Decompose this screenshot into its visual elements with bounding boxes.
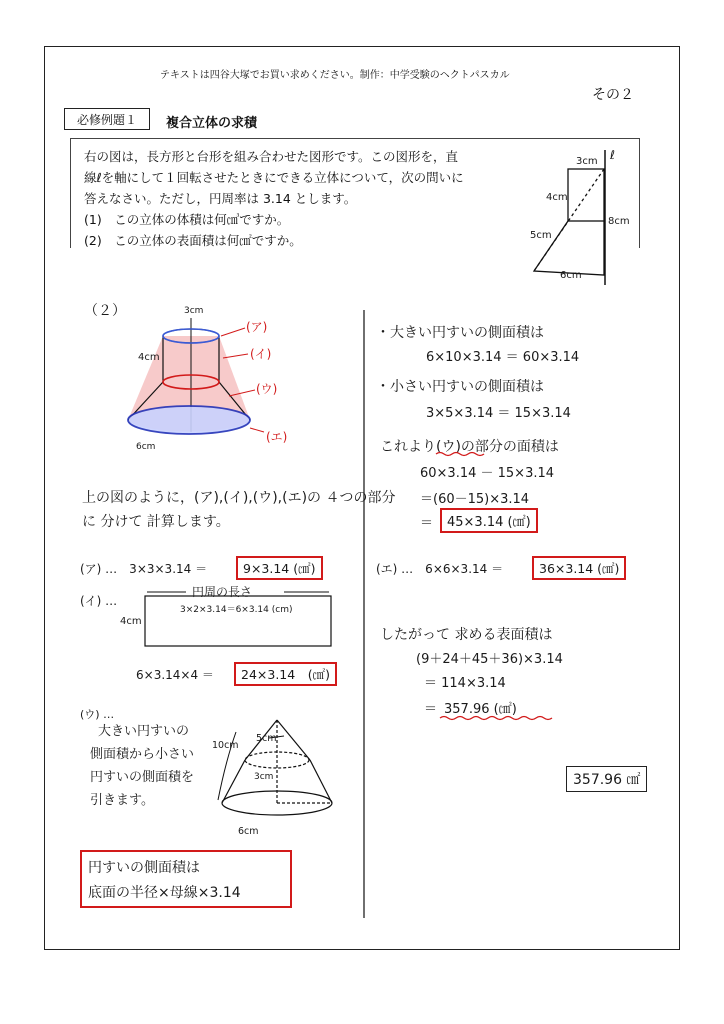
- rect-height-label: 4cm: [120, 616, 142, 627]
- cone-small-radius-label: 3cm: [254, 772, 274, 782]
- circumference-formula: 3×2×3.14＝6×3.14 (cm): [180, 605, 293, 615]
- cone-big-radius-label: 6cm: [238, 826, 259, 837]
- part-i-result: 24×3.14 (㎠): [234, 662, 337, 686]
- final-answer: 357.96 ㎠: [566, 766, 647, 792]
- total-line-3-prefix: ＝: [424, 702, 438, 717]
- part-u-line: 円すいの側面積を: [90, 770, 195, 785]
- part-e-calc: (エ) … 6×6×3.14 ＝: [376, 562, 504, 576]
- part-u-line-3-prefix: ＝: [420, 516, 434, 531]
- total-line-3: 357.96 (㎠): [444, 702, 517, 717]
- part-i-label: (イ) …: [80, 594, 118, 608]
- solid-top-label: 3cm: [184, 306, 204, 316]
- label-a: (ア): [246, 320, 268, 334]
- formula-line: 底面の半径×母線×3.14: [88, 885, 241, 901]
- part-i-calc: 6×3.14×4 ＝: [136, 668, 214, 682]
- part-u-area-title: これより(ウ)の部分の面積は: [380, 439, 559, 455]
- small-cone-title: ・小さい円すいの側面積は: [376, 379, 544, 395]
- part-u-label: (ウ) …: [80, 708, 115, 721]
- figure-top-label: 3cm: [576, 156, 598, 167]
- intro-line: 上の図のように，(ア),(イ),(ウ),(エ)の ４つの部分: [82, 490, 396, 506]
- total-line-2: ＝ 114×3.14: [424, 676, 506, 691]
- part-e-result: 36×3.14 (㎠): [532, 556, 626, 580]
- solid-bottom-label: 6cm: [136, 442, 156, 452]
- figure-left-label: 4cm: [546, 192, 568, 203]
- problem-line: (2) この立体の表面積は何㎠ですか。: [84, 233, 302, 248]
- part-a-calc: (ア) … 3×3×3.14 ＝: [80, 562, 208, 576]
- cone-big-slant-label: 10cm: [212, 740, 239, 751]
- circumference-label: 円周の長さ: [192, 585, 253, 599]
- solid-side-label: 4cm: [138, 352, 160, 363]
- big-cone-calc: 6×10×3.14 ＝ 60×3.14: [426, 350, 580, 365]
- figure-bottom-label: 6cm: [560, 270, 582, 281]
- total-line-1: (9＋24＋45＋36)×3.14: [416, 652, 563, 667]
- problem-line: 線ℓを軸にして１回転させたときにできる立体について，次の問いに: [84, 170, 464, 185]
- part-label: （２）: [84, 303, 126, 319]
- label-e: (エ): [266, 430, 288, 444]
- figure-slant-label: 5cm: [530, 230, 552, 241]
- figure-axis-label: ℓ: [610, 148, 615, 162]
- formula-line: 円すいの側面積は: [88, 860, 200, 876]
- total-title: したがって 求める表面積は: [380, 627, 553, 643]
- intro-line: に 分けて 計算します。: [82, 514, 230, 530]
- big-cone-title: ・大きい円すいの側面積は: [376, 325, 544, 341]
- part-u-line-2: ＝(60－15)×3.14: [420, 492, 530, 507]
- problem-tag: 必修例題１: [64, 108, 150, 130]
- cone-small-slant-label: 5cm: [256, 733, 277, 744]
- part-u-line: 側面積から小さい: [90, 747, 195, 762]
- problem-line: 右の図は，長方形と台形を組み合わせた図形です。この図形を，直: [84, 149, 459, 164]
- part-u-line: 大きい円すいの: [98, 724, 190, 739]
- part-u-line-1: 60×3.14 － 15×3.14: [420, 466, 555, 481]
- problem-heading: 複合立体の求積: [166, 116, 258, 131]
- small-cone-calc: 3×5×3.14 ＝ 15×3.14: [426, 406, 571, 421]
- part-u-line: 引きます。: [90, 793, 154, 808]
- label-i: (イ): [250, 347, 272, 361]
- label-u: (ウ): [256, 382, 278, 396]
- credit-line: テキストは四谷大塚でお買い求めください。制作：中学受験のヘクトパスカル: [160, 70, 510, 81]
- part-a-result: 9×3.14 (㎠): [236, 556, 323, 580]
- page-number: その２: [592, 87, 634, 103]
- problem-line: (1) この立体の体積は何㎤ですか。: [84, 212, 290, 227]
- figure-right-label: 8cm: [608, 216, 630, 227]
- problem-line: 答えなさい。ただし，円周率は 3.14 とします。: [84, 191, 357, 206]
- part-u-result: 45×3.14 (㎠): [440, 508, 538, 533]
